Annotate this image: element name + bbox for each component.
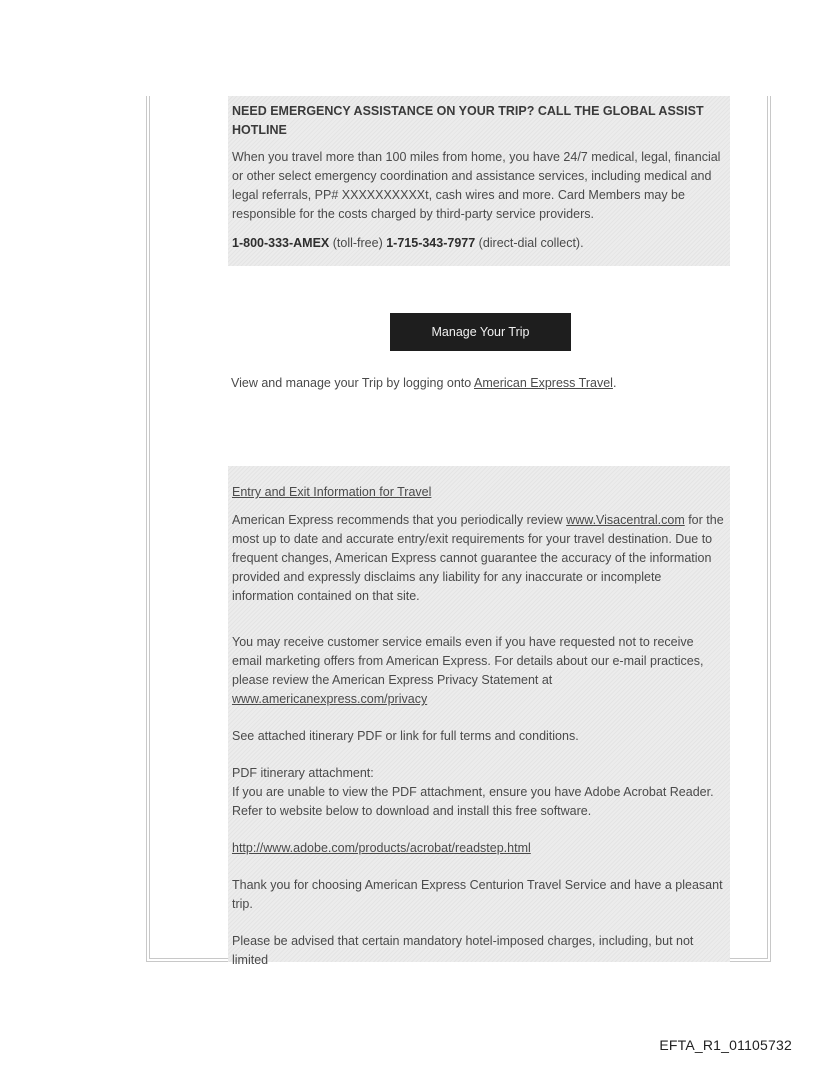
visacentral-paragraph [232,511,726,606]
recommend-suffix: for the most up to date and accurate entry/exit requirements for your travel destination. Due to frequent changes, American Express cannot guarantee the accuracy of the information provided and expressly disclaims any liability for any inaccurate or incomplete information contained on that site. [232,513,724,603]
emails-text: You may receive customer service emails even if you have requested not to receive email marketing offers from American Express. For details about our e-mail practices, please review the American Express Privacy Statement at [232,635,704,687]
manage-text-suffix: . [612,376,617,390]
pdf-attachment-body: If you are unable to view the PDF attachment, ensure you have Adobe Acrobat Reader. Refer to website below to download and install this free software. [232,785,714,818]
toll-free-note: (toll-free) [329,236,387,250]
emergency-body: When you travel more than 100 miles from home, you have 24/7 medical, legal, financial or other select emergency coordination and assistance services, including medical and legal referrals, PP# XXXXXXXXXXt, cash wires and more. Card Members may be responsible for the costs charged by third-party service providers. [232,150,721,221]
toll-free-number: 1-800-333-AMEX [232,236,330,250]
thank-you-text: Thank you for choosing American Express Centurion Travel Service and have a pleasant trip. [232,878,723,911]
visacentral-link[interactable]: www.Visacentral.com [566,513,685,527]
hotel-charges-text: Please be advised that certain mandatory hotel-imposed charges, including, but not limited [232,934,694,967]
emergency-title: NEED EMERGENCY ASSISTANCE ON YOUR TRIP? CALL THE GLOBAL ASSIST HOTLINE [232,104,704,137]
direct-dial-number: 1-715-343-7977 [386,236,476,250]
direct-dial-note: (direct-dial collect). [475,236,584,250]
privacy-link[interactable]: www.americanexpress.com/privacy [232,692,428,706]
attached-itinerary-text: See attached itinerary PDF or link for full terms and conditions. [232,729,579,743]
emergency-phone-line [232,234,726,253]
manage-your-trip-button[interactable]: Manage Your Trip [390,313,571,351]
manage-text-prefix: View and manage your Trip by logging onto [231,376,474,390]
emergency-assistance-block [228,96,730,266]
travel-info-block [228,466,730,967]
document-id: EFTA_R1_01105732 [659,1037,792,1053]
entry-exit-info-link[interactable]: Entry and Exit Information for Travel [232,485,432,499]
manage-trip-text [231,374,731,393]
emails-paragraph [232,633,726,709]
pdf-attachment-heading: PDF itinerary attachment: [232,766,374,780]
recommend-prefix: American Express recommends that you periodically review [232,513,567,527]
american-express-travel-link[interactable]: American Express Travel [474,376,613,390]
adobe-reader-link[interactable]: http://www.adobe.com/products/acrobat/readstep.html [232,841,531,855]
